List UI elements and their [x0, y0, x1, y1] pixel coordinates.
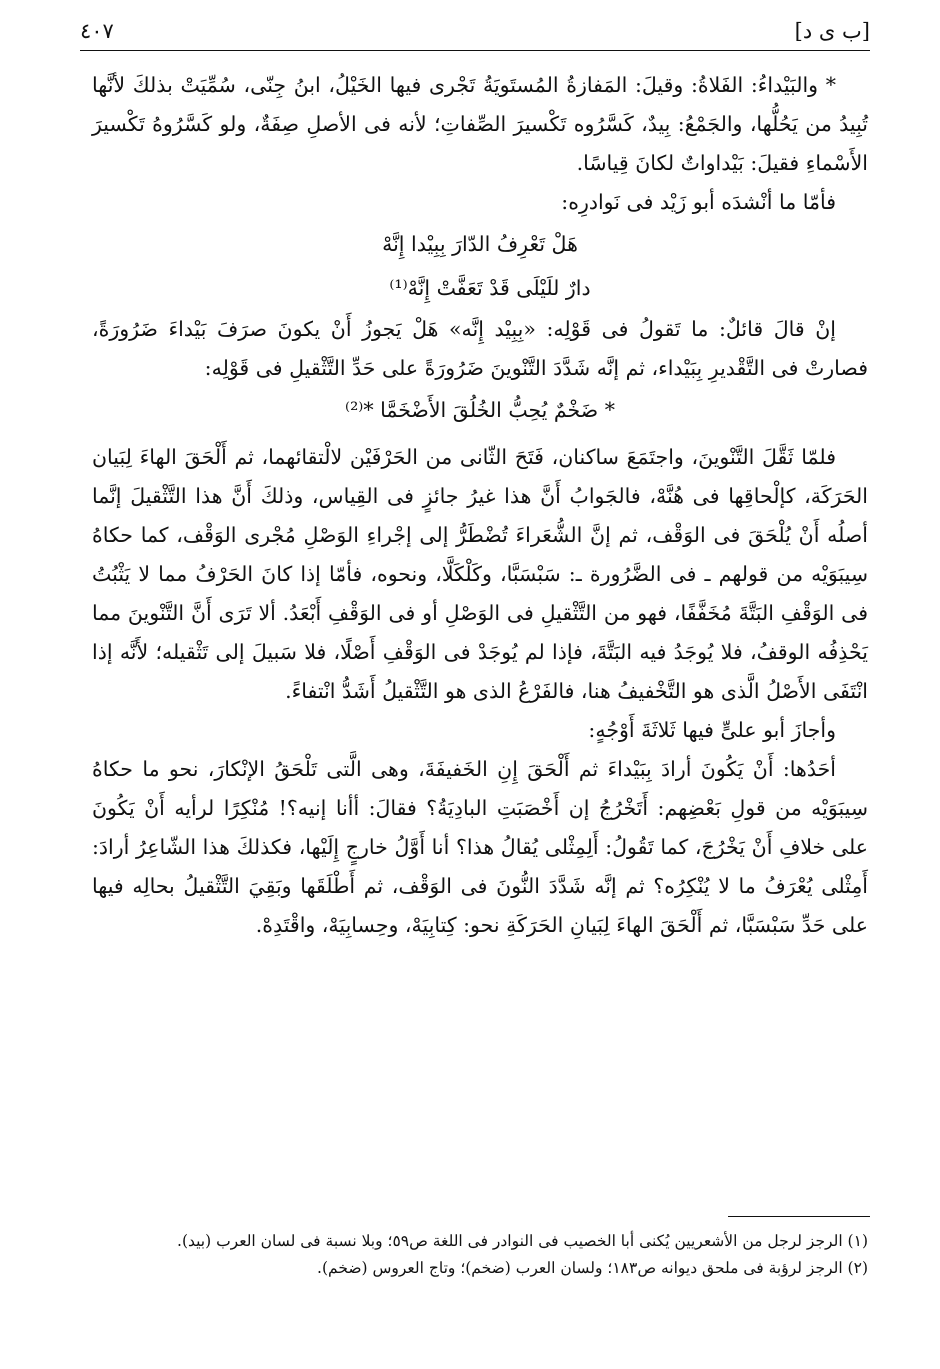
footnote-rule	[728, 1216, 870, 1217]
verse-line-2: دارٌ للَيْلَى قَدْ تَعَفَّتْ إِنَّهْ⁽¹⁾	[389, 276, 591, 300]
paragraph-abu-zayd: فأمّا ما أنْشدَه أبو زَيْد فى نَوادرِه:	[561, 190, 836, 214]
page-number: ٤٠٧	[80, 19, 114, 43]
paragraph-answer: فلمّا ثَقَّلَ التَّنْوينَ، واجتَمَعَ ساكنان، فَتَحَ الثّانى من الحَرْفَيْن لالْتقائهما، ثم أَلْحَقَ الهاءَ لِبَيان الحَرَكَة، كإلْحاقِها فى هُنَّهْ، فالجَوابُ أَنَّ هذا غيرُ جائزٍ فى القِياس، وذلكَ أَنَّ هذا التَّثْقيلَ إنَّما أصلُه أَنْ يُلْحَقَ فى الوَقْف، ثم إنَّ الشُّعَراءَ تُضْطَرُّ إلى إجْراءِ الوَصْلِ مُجْرى الوَقْف، كما حكاهُ سِيبَوَيْه من قولهم ـ فى الضَّرُورة ـ: سَبْسَبَّا، وكَلْكَلَّا، ونحوه، فأمّا إذا كانَ الحَرْفُ مما لا يَثْبُتُ فى الوَقْفِ البَتَّةَ مُخَفَّفًا، فهو من التَّثْقيلِ فى الوَصْلِ أو فى الوَقْفِ أَبْعَدُ. ألا تَرَى أَنَّ التَّنْوينَ مما يَحْذِفُه الوقفُ، فلا يُوجَدُ فيه البَتَّةَ، فإذا لم يُوجَدْ فى الوَقْفِ أَصْلًا، فلا سَبيلَ إلى تَثْقيله؛ لأَنَّه إذا انْتَفَى الأَصْلُ الَّذى هو التَّخْفيفُ هنا، فالفَرْعُ الذى هو التَّثْقيلُ أَشَدُّ انْتفاءً.	[92, 445, 868, 703]
footnotes	[92, 1228, 868, 1282]
root-letters: [ب ى د]	[794, 19, 870, 43]
paragraph-first-aspect: أحَدُها: أَنْ يَكُونَ أرادَ بِبَيْداءَ ثم أَلْحَقَ إِنِ الخَفيفَةَ، وهى الَّتى تَلْحَقُ الإنْكارَ، نحو ما حكاهُ سِيبَوَيْه من قولِ بَعْضِهم: أَتَخْرُجُ إن أَخْصَبَتِ البادِيَةُ؟ فقالَ: أأنا إنيه؟! مُنْكِرًا لرأيه أَنْ يَكُونَ على خلافِ أَنْ يَخْرُجَ، كما تَقُولُ: أَلِمِثْلى يُقالُ هذا؟ أنا أَوَّلُ خارجٍ إِلَيْها، فكذلكَ هذا الشّاعِرُ أرادَ: أَمِثْلى يُعْرَفُ ما لا يُنْكِرُه؟ ثم إنَّه شَدَّدَ النُّونَ فى الوَقْف، ثم أَطْلَقَها وبَقِيَ التَّثْقيلُ بحالِه فيها على حَدِّ سَبْسَبَّا، ثم أَلْحَقَ الهاءَ لِبَيانِ الحَرَكَةِ نحو: كِتابِيَهْ، وحِسابِيَهْ، واقْتَدِهْ.	[92, 757, 868, 937]
header-rule	[80, 50, 870, 51]
verse-line-1: هَلْ تَعْرِفُ الدّارَ بِبِيْدا إِنَّهْ	[382, 232, 578, 256]
footnote-1: (١) الرجز لرجل من الأشعريين يُكنى أبا الخصيب فى النوادر فى اللغة ص٥٩؛ وبلا نسبة فى لسان العرب (بيد).	[177, 1232, 868, 1250]
page-header	[80, 14, 870, 48]
main-text	[92, 64, 868, 945]
footnote-2: (٢) الرجز لرؤبة فى ملحق ديوانه ص١٨٣؛ ولسان العرب (ضخم)؛ وتاج العروس (ضخم).	[317, 1259, 868, 1277]
verse-line-3: * ضَخْمٌ يُحِبُّ الخُلُقَ الأَضْخَمَّا *⁽²⁾	[345, 398, 615, 422]
paragraph-baydaa: * والبَيْداءُ: الفَلاةُ: وقيلَ: المَفازةُ المُستَويَةُ تَجْرى فيها الخَيْلُ، ابنُ جِنّى، سُمِّيَتْ بذلكَ لأنَّها تُبِيدُ من يَحُلُّها، والجَمْعُ: بِيدٌ، كَسَّرُوه تَكْسيرَ الصِّفاتِ؛ لأنه فى الأصلِ صِفَةٌ، ولو كَسَّرُوهُ تَكْسيرَ الأَسْماءِ فقيلَ: بَيْداواتٌ لكانَ قِياسًا.	[92, 73, 868, 175]
paragraph-question: إنْ قالَ قائلٌ: ما تَقولُ فى قَوْلِه: «بِبِيْد إِنَّه» هَلْ يَجوزُ أَنْ يكونَ صرَفَ بَيْداءَ ضَرُورَةً، فصارتْ فى التَّقْديرِ بِبَيْداء، ثم إنَّه شَدَّدَ التَّنْوينَ ضَرُورَةً على حَدِّ التَّثْقيلِ فى قَوْلِه:	[92, 317, 868, 380]
paragraph-abu-ali: وأجازَ أبو علىٍّ فيها ثَلاثَةَ أَوْجُهٍ:	[588, 718, 836, 742]
